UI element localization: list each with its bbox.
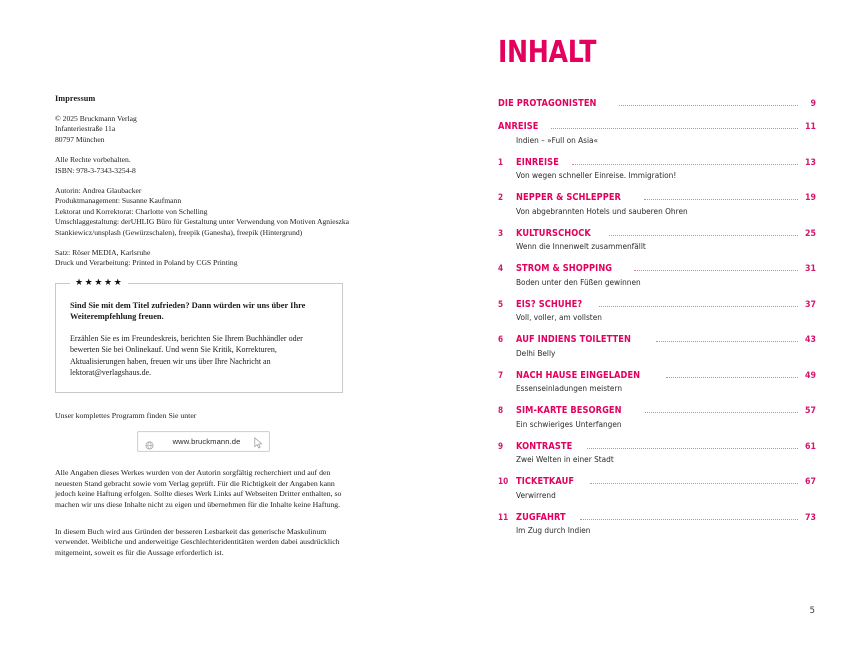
toc-entry-row (498, 121, 816, 132)
toc-chapter-number: 1 (498, 157, 504, 168)
toc-dot-leader (551, 127, 798, 129)
toc-dot-leader (599, 305, 798, 307)
toc-chapter-subtitle: Im Zug durch Indien (516, 525, 591, 535)
mouse-cursor-icon (254, 436, 263, 448)
toc-chapter-title: SIM-KARTE BESORGEN (516, 405, 622, 416)
toc-entry-row (498, 263, 816, 274)
toc-chapter-subtitle: Voll, voller, am vollsten (516, 312, 602, 322)
toc-chapter-title: STROM & SHOPPING (516, 263, 613, 274)
toc-entry[interactable] (498, 98, 816, 109)
rating-callout-box (55, 277, 343, 393)
toc-page-number: 37 (804, 298, 816, 310)
toc-chapter-subtitle: Zwei Welten in einer Stadt (516, 454, 614, 464)
toc-dot-leader (634, 269, 798, 271)
toc-dot-leader (656, 340, 798, 342)
toc-page-number: 25 (804, 227, 816, 239)
page-title: INHALT (498, 35, 597, 70)
toc-entry[interactable] (498, 121, 816, 145)
toc-entry-row (498, 476, 816, 487)
toc-chapter-subtitle: Delhi Belly (516, 347, 556, 358)
toc-entry-row (498, 405, 816, 416)
toc-chapter-subtitle: Von abgebrannten Hotels und sauberen Ohren (516, 205, 688, 216)
toc-entry-row (498, 512, 816, 523)
toc-chapter-number: 10 (498, 477, 509, 487)
toc-entry[interactable] (498, 512, 816, 536)
publisher-url-button[interactable] (137, 431, 270, 452)
toc-page-number: 11 (804, 121, 816, 132)
toc-dot-leader (645, 411, 798, 413)
toc-dot-leader (590, 482, 798, 484)
toc-dot-leader (572, 163, 798, 165)
toc-entry-row (498, 334, 816, 345)
toc-chapter-subtitle: Von wegen schneller Einreise. Immigration! (516, 170, 677, 180)
toc-entry[interactable] (498, 476, 816, 500)
toc-chapter-subtitle: Indien – »Full on Asia« (516, 134, 599, 145)
production-block: Satz: Röser MEDIA, Karlsruhe Druck und Verarbeitung: Printed in Poland by CGS Printing (55, 248, 238, 268)
toc-dot-leader (580, 518, 798, 520)
toc-chapter-number: 8 (498, 406, 504, 416)
toc-page-number: 73 (804, 511, 816, 523)
toc-chapter-title: AUF INDIENS TOILETTEN (516, 334, 631, 345)
toc-entry-row (498, 98, 816, 109)
toc-chapter-number: 2 (498, 193, 504, 203)
toc-entry-row (498, 228, 816, 239)
toc-page-number: 43 (804, 334, 816, 345)
toc-chapter-title: EIS? SCHUHE? (516, 298, 583, 310)
toc-page-number: 67 (804, 476, 816, 487)
toc-dot-leader (644, 198, 798, 200)
toc-entry-row (498, 441, 816, 452)
toc-entry[interactable] (498, 405, 816, 429)
toc-dot-leader (609, 234, 798, 236)
rights-isbn: Alle Rechte vorbehalten. ISBN: 978-3-7343-3254-8 (55, 155, 136, 175)
toc-chapter-subtitle: Essenseinladungen meistern (516, 383, 623, 393)
toc-chapter-subtitle: Verwirrend (516, 489, 556, 500)
toc-page-number: 61 (804, 440, 816, 452)
toc-entry[interactable] (498, 157, 816, 181)
toc-chapter-subtitle: Wenn die Innenwelt zusammenfällt (516, 241, 646, 251)
star-rating-icon: ★★★★★ (70, 278, 128, 289)
toc-chapter-title: KONTRASTE (516, 440, 573, 452)
rating-title: Sind Sie mit dem Titel zufrieden? Dann würden wir uns über Ihre Weiterempfehlung freuen. (70, 300, 306, 322)
toc-entry-row (498, 370, 816, 381)
toc-chapter-title: EINREISE (516, 156, 559, 168)
toc-entry-row (498, 299, 816, 310)
folio-page-number: 5 (809, 605, 815, 615)
toc-entry-row (498, 192, 816, 203)
toc-chapter-title: TICKETKAUF (516, 476, 575, 487)
programm-line: Unser komplettes Programm finden Sie unter (55, 411, 197, 421)
toc-chapter-number: 7 (498, 370, 504, 381)
toc-chapter-number: 9 (498, 441, 504, 452)
toc-dot-leader (587, 447, 798, 449)
toc-page-number: 19 (804, 192, 816, 203)
toc-entry[interactable] (498, 228, 816, 252)
url-pill-wrapper (55, 431, 352, 452)
toc-chapter-title: KULTURSCHOCK (516, 227, 591, 239)
disclaimer-paragraph-1: Alle Angaben dieses Werkes wurden von der Autorin sorgfältig recherchiert und auf den neuesten Stand gebracht sowie vom Verlag geprüft. Für die Richtigkeit der Angaben kann jedoch keine Haftung erfolgen. Sollte dieses Werk Links auf Webseiten Dritter enthalten, so machen wir uns diese Inhalte nicht zu eigen und übernehmen für die Inhalte keine Haftung. (55, 468, 342, 510)
toc-chapter-subtitle: Boden unter den Füßen gewinnen (516, 276, 641, 287)
toc-dot-leader (666, 376, 798, 378)
imprint-heading: Impressum (55, 94, 96, 103)
toc-chapter-title: DIE PROTAGONISTEN (498, 98, 597, 109)
publisher-address: © 2025 Bruckmann Verlag Infanteriestraße 11a 80797 München (55, 114, 137, 144)
toc-entry[interactable] (498, 370, 816, 394)
toc-page-number: 13 (804, 156, 816, 168)
toc-page-number: 49 (804, 369, 816, 381)
toc-chapter-title: ANREISE (498, 121, 539, 132)
toc-entry[interactable] (498, 334, 816, 358)
toc-chapter-number: 6 (498, 335, 504, 345)
toc-entry[interactable] (498, 192, 816, 216)
contents-page (432, 0, 864, 648)
disclaimer-paragraph-2: In diesem Buch wird aus Gründen der besseren Lesbarkeit das generische Maskulinum verwendet. Weibliche und anderweitige Geschlechteridentitäten werden dabei ausdrücklich mitgemeint, soweit es für die Aussage erforderlich ist. (55, 526, 340, 557)
credits-block: Autorin: Andrea Glaubacker Produktmanagement: Susanne Kaufmann Lektorat und Korrektorat: Charlotte von Schelling Umschlaggestaltung: derUHLIG Büro für Gestaltung unter Verwendung von Motiven Agnieszka Stankiewicz/unsplash (Gewürzschalen), freepik (Ganesha), freepik (Hintergrund) (55, 186, 350, 237)
toc-chapter-title: NEPPER & SCHLEPPER (516, 192, 622, 203)
rating-body: Erzählen Sie es im Freundeskreis, berichten Sie Ihrem Buchhändler oder bewerten Sie bei Onlinekauf. Und wenn Sie Kritik, Korrekturen, Aktualisierungen haben, freuen wir uns über Ihre Nachricht an lektorat@verlagshaus.de. (70, 334, 303, 377)
publisher-url-label: www.bruckmann.de (172, 437, 241, 447)
toc-page-number: 57 (804, 405, 816, 416)
toc-chapter-title: ZUGFAHRT (516, 511, 566, 523)
toc-entry[interactable] (498, 441, 816, 465)
toc-chapter-subtitle: Ein schwieriges Unterfangen (516, 418, 622, 429)
toc-entry[interactable] (498, 299, 816, 323)
toc-dot-leader (619, 104, 798, 106)
toc-chapter-number: 11 (498, 512, 509, 523)
toc-entry[interactable] (498, 263, 816, 287)
toc-chapter-number: 3 (498, 228, 504, 239)
toc-page-number: 9 (810, 98, 816, 109)
toc-page-number: 31 (804, 263, 816, 274)
globe-icon (145, 437, 154, 446)
toc-chapter-number: 4 (498, 264, 504, 274)
toc-chapter-number: 5 (498, 299, 504, 310)
table-of-contents (498, 35, 816, 547)
imprint-column (55, 94, 352, 558)
toc-entry-row (498, 157, 816, 168)
toc-chapter-title: NACH HAUSE EINGELADEN (516, 369, 641, 381)
toc-list (498, 98, 816, 535)
